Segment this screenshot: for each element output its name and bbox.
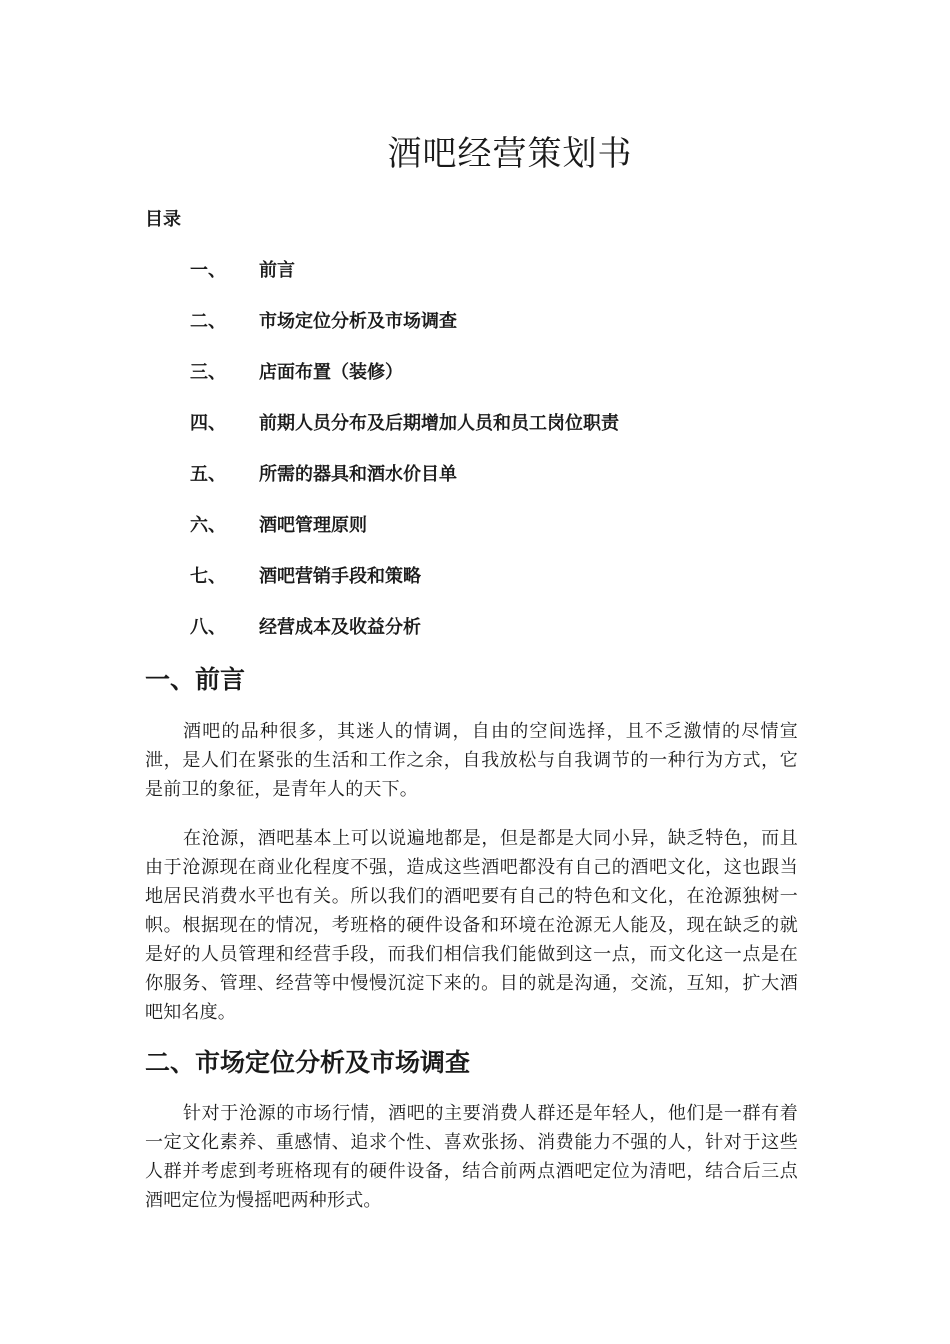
toc-item-number: 二、: [190, 311, 226, 332]
toc-item-label: 所需的器具和酒水价目单: [259, 464, 457, 485]
toc-item-label: 前期人员分布及后期增加人员和员工岗位职责: [259, 413, 619, 434]
toc-item-number: 六、: [190, 515, 226, 536]
toc-item: [190, 460, 457, 490]
body-paragraph: 酒吧的品种很多，其迷人的情调，自由的空间选择，且不乏激情的尽情宣泄，是人们在紧张的生活和工作之余，自我放松与自我调节的一种行为方式，它是前卫的象征，是青年人的天下。: [145, 721, 798, 800]
toc-item-number: 五、: [190, 464, 226, 485]
toc-item: [190, 256, 295, 286]
document-title: 酒吧经营策划书: [387, 134, 633, 174]
toc-item-number: 四、: [190, 413, 226, 434]
toc-item-number: 三、: [190, 362, 226, 383]
toc-item-number: 一、: [190, 260, 226, 281]
toc-item: [190, 562, 421, 592]
toc-item-label: 酒吧管理原则: [259, 515, 367, 536]
toc-item: [190, 358, 403, 388]
section-heading: 二、市场定位分析及市场调查: [145, 1048, 471, 1077]
toc-heading: 目录: [145, 209, 181, 230]
section-heading: 一、前言: [145, 665, 246, 694]
body-paragraph: 在沧源，酒吧基本上可以说遍地都是，但是都是大同小异，缺乏特色，而且由于沧源现在商业化程度不强，造成这些酒吧都没有自己的酒吧文化，这也跟当地居民消费水平也有关。所以我们的酒吧要有自己的特色和文化，在沧源独树一帜。根据现在的情况，考班格的硬件设备和环境在沧源无人能及，现在缺乏的就是好的人员管理和经营手段，而我们相信我们能做到这一点，而文化这一点是在你服务、管理、经营等中慢慢沉淀下来的。目的就是沟通，交流，互知，扩大酒吧知名度。: [145, 828, 798, 1023]
toc-item-label: 市场定位分析及市场调查: [259, 311, 457, 332]
toc-item: [190, 307, 457, 337]
toc-item-label: 店面布置（装修）: [259, 362, 403, 383]
toc-item-label: 经营成本及收益分析: [259, 617, 421, 638]
toc-item-number: 八、: [190, 617, 226, 638]
toc-item-number: 七、: [190, 566, 226, 587]
body-paragraph: 针对于沧源的市场行情，酒吧的主要消费人群还是年轻人，他们是一群有着一定文化素养、重感情、追求个性、喜欢张扬、消费能力不强的人，针对于这些人群并考虑到考班格现有的硬件设备，结合前两点酒吧定位为清吧，结合后三点酒吧定位为慢摇吧两种形式。: [145, 1103, 798, 1211]
toc-item-label: 前言: [259, 260, 295, 281]
toc-item: [190, 613, 421, 643]
toc-item: [190, 409, 619, 439]
toc-item-label: 酒吧营销手段和策略: [259, 566, 421, 587]
toc-item: [190, 511, 367, 541]
